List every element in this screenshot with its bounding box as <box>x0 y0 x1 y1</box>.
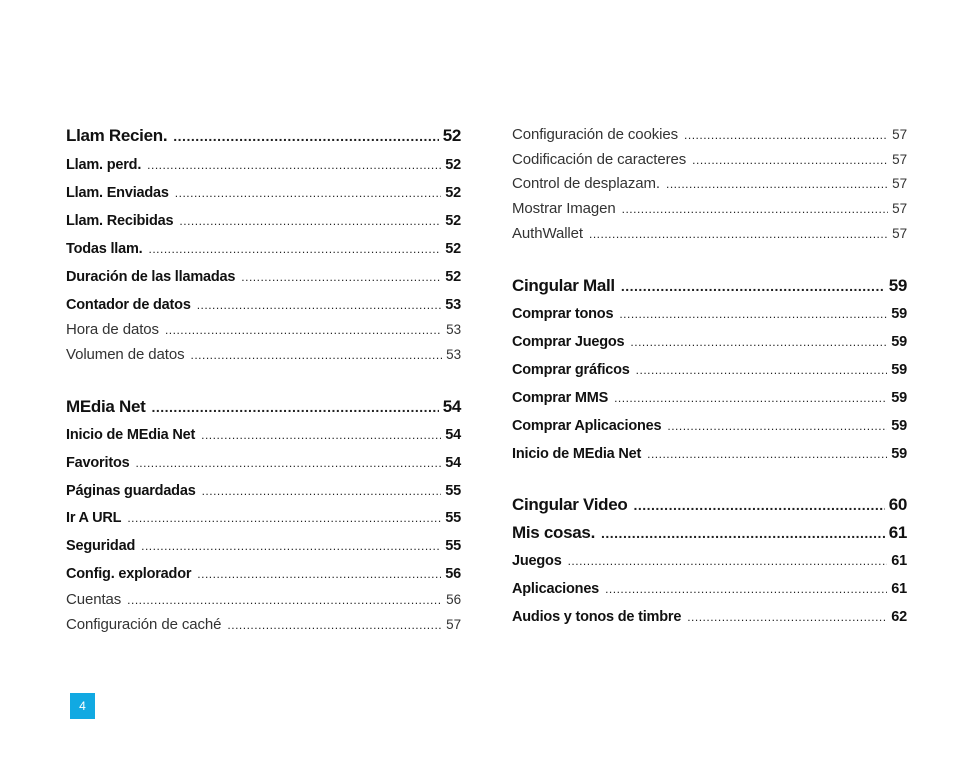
toc-entry <box>512 306 907 322</box>
toc-entry-title: Juegos <box>512 553 562 569</box>
dot-leader <box>173 128 438 144</box>
dot-leader <box>636 363 888 377</box>
toc-entry <box>66 538 461 554</box>
dot-leader <box>568 554 888 568</box>
toc-entry <box>66 241 461 257</box>
dot-leader <box>601 525 885 541</box>
toc-entry-page-number: 56 <box>446 592 461 607</box>
toc-entry-page-number: 57 <box>892 226 907 241</box>
dot-leader <box>621 278 885 294</box>
toc-entry-page-number: 55 <box>445 538 461 554</box>
toc-entry-page-number: 53 <box>445 297 461 313</box>
toc-entry-title: Configuración de cookies <box>512 126 679 143</box>
toc-entry-title: Todas llam. <box>66 241 143 257</box>
dot-leader <box>135 456 441 470</box>
toc-entry <box>512 126 907 143</box>
toc-entry <box>66 591 461 608</box>
toc-entry <box>66 185 461 201</box>
dot-leader <box>147 158 441 172</box>
toc-entry-page-number: 59 <box>891 306 907 322</box>
toc-entry <box>512 151 907 168</box>
toc-entry <box>512 553 907 569</box>
toc-entry-page-number: 57 <box>892 201 907 216</box>
toc-entry-title: Llam. Enviadas <box>66 185 169 201</box>
toc-entry-title: Mostrar Imagen <box>512 200 616 217</box>
toc-entry-page-number: 57 <box>892 176 907 191</box>
toc-entry-title: Comprar MMS <box>512 390 609 406</box>
dot-leader <box>201 428 441 442</box>
toc-entry-title: MEdia Net <box>66 397 146 416</box>
dot-leader <box>197 298 442 312</box>
toc-entry-page-number: 61 <box>891 581 907 597</box>
toc-entry-page-number: 52 <box>445 157 461 173</box>
toc-entry <box>512 581 907 597</box>
toc-entry-title: Páginas guardadas <box>66 483 196 499</box>
toc-entry-page-number: 57 <box>892 127 907 142</box>
dot-leader <box>175 186 441 200</box>
toc-entry-title: Mis cosas. <box>512 523 595 542</box>
toc-entry-title: Llam. Recibidas <box>66 213 174 229</box>
toc-entry-page-number: 52 <box>445 241 461 257</box>
dot-leader <box>605 582 887 596</box>
dot-leader <box>191 348 443 362</box>
toc-entry-page-number: 59 <box>891 334 907 350</box>
toc-entry-page-number: 59 <box>891 446 907 462</box>
toc-entry <box>66 510 461 526</box>
toc-entry-page-number: 61 <box>888 523 907 542</box>
toc-entry-title: Control de desplazam. <box>512 175 660 192</box>
toc-entry-title: Config. explorador <box>66 566 192 582</box>
toc-entry <box>512 446 907 462</box>
toc-entry-title: Llam Recien. <box>66 126 168 145</box>
dot-leader <box>666 177 888 191</box>
toc-entry-page-number: 53 <box>446 347 461 362</box>
toc-entry-title: Comprar Aplicaciones <box>512 418 662 434</box>
toc-entry <box>66 157 461 173</box>
toc-entry-page-number: 59 <box>891 362 907 378</box>
toc-entry-title: Contador de datos <box>66 297 191 313</box>
toc-entry-page-number: 54 <box>445 427 461 443</box>
toc-entry-page-number: 53 <box>446 322 461 337</box>
toc-entry <box>66 346 461 363</box>
toc-entry-page-number: 61 <box>891 553 907 569</box>
dot-leader <box>227 618 442 632</box>
toc-entry <box>512 609 907 625</box>
toc-entry <box>66 483 461 499</box>
dot-leader <box>202 484 442 498</box>
dot-leader <box>687 610 887 624</box>
toc-entry-page-number: 57 <box>446 617 461 632</box>
toc-entry-title: Duración de las llamadas <box>66 269 236 285</box>
toc-entry-page-number: 54 <box>442 397 461 416</box>
toc-entry <box>66 427 461 443</box>
toc-entry <box>66 455 461 471</box>
toc-entry <box>512 495 907 515</box>
toc-entry-title: Cuentas <box>66 591 122 608</box>
dot-leader <box>197 567 441 581</box>
toc-entry-title: Comprar tonos <box>512 306 614 322</box>
toc-entry <box>512 523 907 543</box>
dot-leader <box>614 391 887 405</box>
toc-entry <box>512 418 907 434</box>
toc-entry-page-number: 55 <box>445 510 461 526</box>
toc-entry-page-number: 57 <box>892 152 907 167</box>
toc-entry <box>66 269 461 285</box>
dot-leader <box>149 242 442 256</box>
dot-leader <box>127 593 442 607</box>
toc-entry-title: AuthWallet <box>512 225 583 242</box>
toc-entry <box>512 225 907 242</box>
dot-leader <box>647 447 887 461</box>
dot-leader <box>684 128 888 142</box>
dot-leader <box>589 227 888 241</box>
dot-leader <box>151 399 438 415</box>
page-number-badge: 4 <box>70 693 95 719</box>
toc-entry-title: Llam. perd. <box>66 157 142 173</box>
toc-entry <box>512 362 907 378</box>
toc-entry-page-number: 62 <box>891 609 907 625</box>
toc-entry-title: Audios y tonos de timbre <box>512 609 682 625</box>
dot-leader <box>667 419 887 433</box>
toc-entry <box>512 334 907 350</box>
toc-entry-title: Inicio de MEdia Net <box>66 427 196 443</box>
toc-entry-page-number: 52 <box>442 126 461 145</box>
toc-entry <box>66 321 461 338</box>
dot-leader <box>179 214 441 228</box>
dot-leader <box>633 497 884 513</box>
toc-entry-page-number: 59 <box>888 276 907 295</box>
dot-leader <box>630 335 887 349</box>
toc-entry <box>66 213 461 229</box>
toc-entry-page-number: 52 <box>445 185 461 201</box>
dot-leader <box>241 270 441 284</box>
toc-entry-page-number: 52 <box>445 269 461 285</box>
toc-entry-title: Codificación de caracteres <box>512 151 687 168</box>
toc-entry-title: Aplicaciones <box>512 581 600 597</box>
toc-entry-title: Comprar Juegos <box>512 334 625 350</box>
toc-entry <box>66 297 461 313</box>
dot-leader <box>619 307 887 321</box>
toc-entry-title: Configuración de caché <box>66 616 222 633</box>
toc-entry <box>66 616 461 633</box>
toc-entry-title: Cingular Mall <box>512 276 615 295</box>
toc-entry <box>66 397 461 417</box>
dot-leader <box>141 539 441 553</box>
toc-entry-page-number: 55 <box>445 483 461 499</box>
toc-entry <box>512 200 907 217</box>
toc-entry <box>512 390 907 406</box>
dot-leader <box>622 202 889 216</box>
toc-entry-page-number: 52 <box>445 213 461 229</box>
toc-entry-page-number: 60 <box>888 495 907 514</box>
toc-entry-title: Seguridad <box>66 538 136 554</box>
dot-leader <box>165 323 442 337</box>
toc-entry-page-number: 56 <box>445 566 461 582</box>
toc-entry <box>512 276 907 296</box>
dot-leader <box>692 153 888 167</box>
toc-entry-title: Comprar gráficos <box>512 362 630 378</box>
toc-entry-title: Favoritos <box>66 455 130 471</box>
toc-entry <box>66 566 461 582</box>
toc-entry <box>512 175 907 192</box>
toc-entry-page-number: 54 <box>445 455 461 471</box>
toc-entry-page-number: 59 <box>891 418 907 434</box>
toc-entry-title: Inicio de MEdia Net <box>512 446 642 462</box>
toc-entry-title: Volumen de datos <box>66 346 185 363</box>
toc-entry <box>66 126 461 146</box>
dot-leader <box>127 511 441 525</box>
toc-entry-title: Hora de datos <box>66 321 159 338</box>
toc-entry-title: Ir A URL <box>66 510 122 526</box>
toc-entry-page-number: 59 <box>891 390 907 406</box>
toc-entry-title: Cingular Video <box>512 495 628 514</box>
